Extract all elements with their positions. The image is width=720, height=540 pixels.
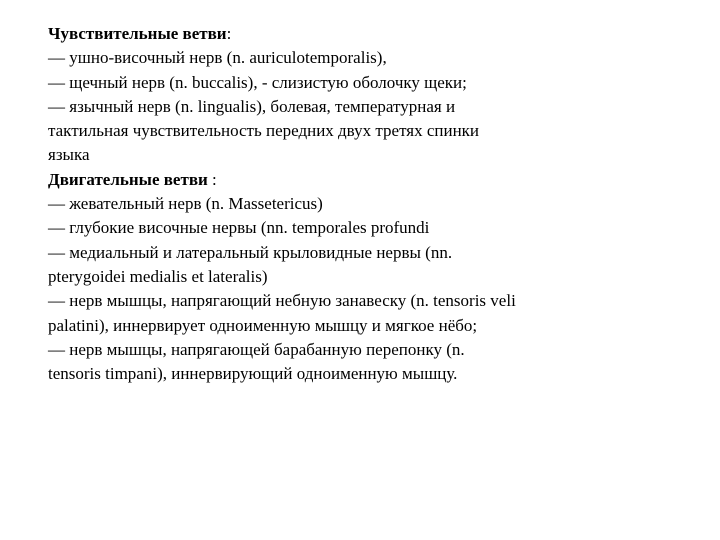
motor-line: — глубокие височные нервы (nn. temporales profundi	[48, 218, 430, 238]
sensory-line: тактильная чувствительность передних двух третях спинки	[48, 121, 480, 141]
motor-line: pterygoidei medialis et lateralis)	[48, 266, 268, 286]
sensory-line: языка	[48, 145, 90, 165]
motor-line: — жевательный нерв (n. Massetericus)	[48, 194, 323, 214]
sensory-heading-suffix: :	[226, 24, 232, 43]
motor-heading-suffix: :	[207, 169, 217, 189]
sensory-heading-line	[48, 22, 658, 46]
motor-heading-line	[48, 168, 658, 192]
sensory-line: — язычный нерв (n. lingualis), болевая, температурная и	[48, 96, 456, 116]
sensory-line: — ушно-височный нерв (n. auriculotemporalis),	[48, 48, 387, 68]
sensory-line: — щечный нерв (n. buccalis), - слизистую оболочку щеки;	[48, 72, 467, 92]
motor-line: — медиальный и латеральный крыловидные нервы (nn.	[48, 242, 453, 262]
motor-line: — нерв мышцы, напрягающей барабанную перепонку (n.	[48, 339, 465, 359]
motor-line: — нерв мышцы, напрягающий небную занавеску (n. tensoris veli	[48, 291, 516, 311]
motor-line: tensoris timpani), иннервирующий одноименную мышцу.	[48, 364, 458, 384]
text-block	[48, 22, 658, 386]
motor-heading: Двигательные ветви	[48, 169, 208, 189]
sensory-heading: Чувствительные ветви	[48, 24, 227, 43]
motor-line: palatini), иннервирует одноименную мышцу и мягкое нёбо;	[48, 315, 478, 335]
